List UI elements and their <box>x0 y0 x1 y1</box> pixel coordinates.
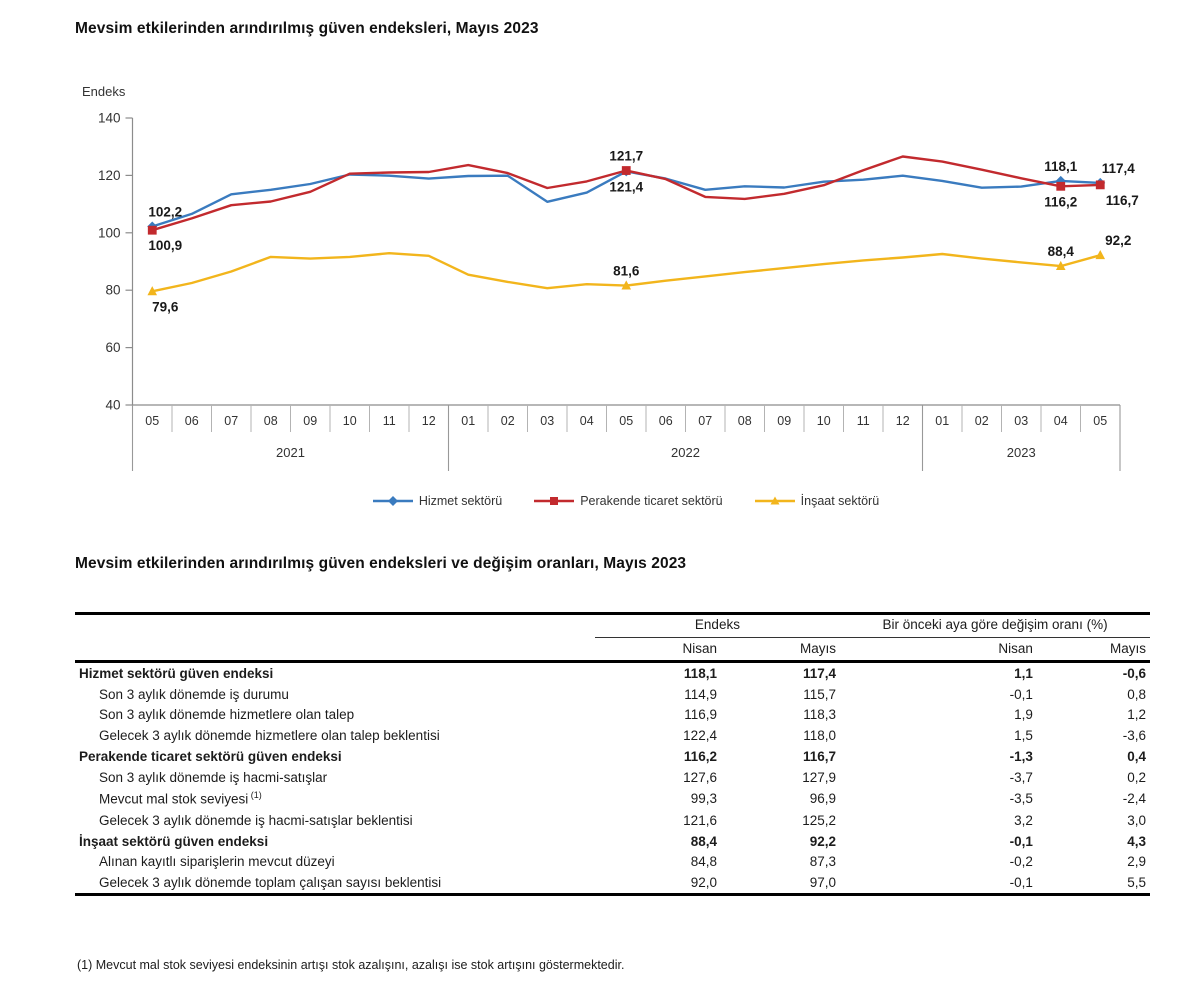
y-tick-label: 40 <box>105 397 121 413</box>
month-label: 04 <box>579 414 594 428</box>
row-value: 99,3 <box>690 791 717 807</box>
row-value: -0,1 <box>1009 833 1033 849</box>
year-label: 2021 <box>276 445 305 460</box>
row-value: -0,1 <box>1009 875 1033 891</box>
row-value: 117,4 <box>803 665 837 681</box>
month-label: 09 <box>303 414 318 428</box>
year-label: 2023 <box>1006 445 1036 460</box>
table-row <box>75 810 1150 831</box>
legend-label: Hizmet sektörü <box>418 494 503 508</box>
month-label: 07 <box>698 414 713 428</box>
legend-swatch-icon <box>532 495 576 507</box>
month-label: 11 <box>856 414 870 428</box>
legend-swatch-icon <box>371 495 415 507</box>
row-label: Gelecek 3 aylık dönemde hizmetlere olan talep beklentisi <box>99 728 440 744</box>
legend-swatch-icon <box>753 495 797 507</box>
row-value: 118,0 <box>803 728 837 744</box>
table-body <box>75 661 1150 894</box>
row-value: 0,8 <box>1127 686 1146 702</box>
table-row <box>75 704 1150 725</box>
row-value: 118,1 <box>683 665 717 681</box>
legend-label: Perakende ticaret sektörü <box>580 494 723 508</box>
row-value: 122,4 <box>683 728 717 744</box>
data-point-marker <box>1056 182 1065 191</box>
header-group-change: Bir önceki aya göre değişim oranı (%) <box>840 614 1150 638</box>
month-label: 02 <box>974 414 989 428</box>
chart-legend <box>0 494 1200 508</box>
data-point-label: 116,2 <box>1044 194 1078 210</box>
row-value: 3,0 <box>1127 812 1146 828</box>
data-point-label: 100,9 <box>148 238 183 254</box>
header-empty-cell <box>75 637 595 661</box>
row-value: 84,8 <box>690 854 717 870</box>
row-value: -2,4 <box>1122 791 1146 807</box>
row-label: Mevcut mal stok seviyesi $^{(1)}$ <box>99 790 262 807</box>
footnote: (1) Mevcut mal stok seviyesi endeksinin artışı stok azalışını, azalışı ise stok artışını göstermektedir. <box>77 958 625 972</box>
row-value: 2,9 <box>1127 854 1146 870</box>
row-value: 0,4 <box>1127 748 1146 764</box>
data-point-label: 88,4 <box>1047 244 1074 260</box>
row-value: 88,4 <box>690 833 717 849</box>
table-row <box>75 831 1150 852</box>
row-value: 116,7 <box>803 748 837 764</box>
month-label: 02 <box>500 414 515 428</box>
indices-table <box>75 612 1150 896</box>
table-row <box>75 746 1150 767</box>
table-title: Mevsim etkilerinden arındırılmış güven endeksleri ve değişim oranları, Mayıs 2023 <box>75 555 687 572</box>
header-change-nisan: Nisan <box>840 637 1037 661</box>
y-axis-label: Endeks <box>82 84 126 99</box>
month-label: 11 <box>382 414 396 428</box>
row-value: 87,3 <box>809 854 837 870</box>
row-label: Son 3 aylık dönemde iş hacmi-satışlar <box>99 769 328 785</box>
data-point-label: 121,7 <box>609 148 644 164</box>
month-label: 12 <box>895 414 910 428</box>
month-label: 05 <box>1093 414 1108 428</box>
row-value: -0,6 <box>1122 665 1146 681</box>
month-label: 01 <box>461 414 476 428</box>
row-value: 1,5 <box>1014 728 1033 744</box>
row-value: 116,9 <box>684 707 717 723</box>
data-point-marker <box>1095 250 1105 259</box>
data-point-marker <box>148 226 157 235</box>
legend-item <box>371 494 502 508</box>
row-value: 1,2 <box>1127 707 1146 723</box>
data-point-label: 118,1 <box>1044 158 1078 174</box>
legend-item <box>753 494 880 508</box>
chart-canvas <box>0 80 1200 480</box>
table-row <box>75 851 1150 872</box>
row-value: 4,3 <box>1127 833 1146 849</box>
row-value: 127,9 <box>802 769 837 785</box>
y-tick-label: 100 <box>97 225 121 241</box>
y-tick-label: 80 <box>105 282 121 298</box>
row-label: Son 3 aylık dönemde iş durumu <box>99 686 289 702</box>
row-value: -3,7 <box>1009 769 1033 785</box>
data-point-marker <box>622 166 631 175</box>
row-value: 121,6 <box>683 812 717 828</box>
month-label: 09 <box>777 414 792 428</box>
month-label: 06 <box>184 414 199 428</box>
row-label: Gelecek 3 aylık dönemde iş hacmi-satışlar beklentisi <box>99 812 413 828</box>
row-value: -1,3 <box>1009 748 1033 764</box>
table-header <box>75 614 1150 662</box>
month-label: 08 <box>263 414 278 428</box>
row-value: 0,2 <box>1127 769 1146 785</box>
month-label: 10 <box>816 414 831 428</box>
header-change-mayis: Mayıs <box>1037 637 1150 661</box>
month-label: 03 <box>1014 414 1029 428</box>
header-endeks-mayis: Mayıs <box>721 637 840 661</box>
header-group-endeks: Endeks <box>595 614 840 638</box>
month-label: 07 <box>224 414 239 428</box>
row-value: 114,9 <box>684 686 717 702</box>
data-point-label: 92,2 <box>1105 233 1132 249</box>
table-row <box>75 767 1150 788</box>
month-label: 06 <box>658 414 673 428</box>
header-endeks-nisan: Nisan <box>595 637 721 661</box>
y-tick-label: 140 <box>97 110 121 126</box>
row-value: 92,0 <box>690 875 717 891</box>
row-label: İnşaat sektörü güven endeksi <box>79 833 269 849</box>
row-value: -0,2 <box>1009 854 1033 870</box>
row-value: 3,2 <box>1014 812 1033 828</box>
table-row <box>75 788 1150 810</box>
row-label: Gelecek 3 aylık dönemde toplam çalışan sayısı beklentisi <box>99 875 442 891</box>
year-label: 2022 <box>671 445 700 460</box>
row-value: 96,9 <box>809 791 837 807</box>
month-label: 05 <box>145 414 160 428</box>
data-point-label: 117,4 <box>1101 160 1135 176</box>
table-row <box>75 661 1150 683</box>
row-value: -0,1 <box>1009 686 1033 702</box>
month-label: 10 <box>342 414 357 428</box>
header-empty-cell <box>75 614 595 638</box>
row-value: 1,1 <box>1014 665 1033 681</box>
row-value: 5,5 <box>1127 875 1146 891</box>
month-label: 01 <box>935 414 950 428</box>
month-label: 04 <box>1053 414 1068 428</box>
row-label: Alınan kayıtlı siparişlerin mevcut düzeyi <box>99 854 335 870</box>
row-value: -3,5 <box>1009 791 1033 807</box>
row-label: Son 3 aylık dönemde hizmetlere olan talep <box>99 707 355 723</box>
table-row <box>75 684 1150 705</box>
legend-label: İnşaat sektörü <box>800 494 880 508</box>
row-value: 115,7 <box>803 686 837 702</box>
legend-item <box>532 494 722 508</box>
month-label: 03 <box>540 414 555 428</box>
row-value: 92,2 <box>809 833 837 849</box>
row-value: 127,6 <box>683 769 717 785</box>
chart-title: Mevsim etkilerinden arındırılmış güven endeksleri, Mayıs 2023 <box>75 20 539 37</box>
y-tick-label: 120 <box>97 167 121 183</box>
line-chart <box>0 80 1200 480</box>
data-point-label: 79,6 <box>152 299 179 315</box>
data-point-label: 81,6 <box>613 263 640 279</box>
data-point-marker <box>1096 180 1105 189</box>
table-row <box>75 725 1150 746</box>
row-label: Perakende ticaret sektörü güven endeksi <box>79 748 342 764</box>
data-point-label: 121,4 <box>609 179 644 195</box>
month-label: 12 <box>421 414 436 428</box>
row-value: 97,0 <box>809 875 837 891</box>
row-value: 1,9 <box>1014 707 1033 723</box>
data-point-label: 116,7 <box>1105 192 1139 208</box>
row-value: 118,3 <box>803 707 837 723</box>
data-point-label: 102,2 <box>148 204 183 220</box>
row-value: 116,2 <box>683 748 717 764</box>
row-label: Hizmet sektörü güven endeksi <box>79 665 274 681</box>
y-tick-label: 60 <box>105 340 121 356</box>
month-label: 05 <box>619 414 634 428</box>
row-value: -3,6 <box>1122 728 1146 744</box>
row-value: 125,2 <box>802 812 837 828</box>
month-label: 08 <box>737 414 752 428</box>
table-row <box>75 872 1150 894</box>
